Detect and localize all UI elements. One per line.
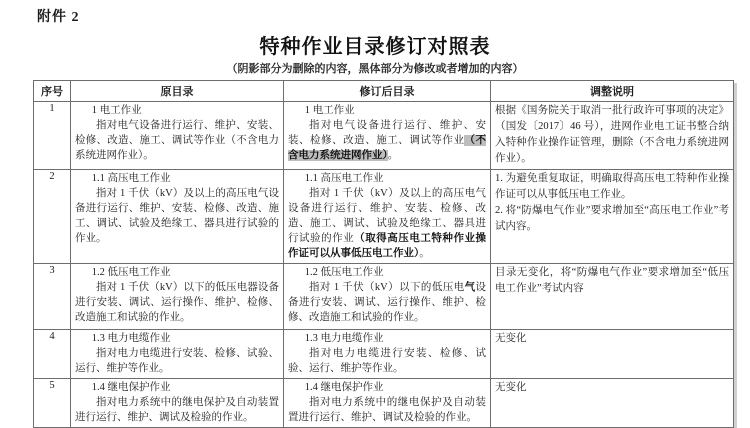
text-segment: 指对 1 千伏（kV）及以上的高压电气设备进行运行、维护、安装、检修、改造、施工、调试、试验及绝缘工、器具进行试验的作业 xyxy=(288,188,486,244)
original-catalog-cell xyxy=(71,330,284,379)
col-header-original: 原目录 xyxy=(71,81,284,102)
text-segment: 指对电气设备进行运行、维护、安装、检修、改造、施工、调试等作业 xyxy=(288,120,486,146)
cell-paragraph xyxy=(288,346,486,376)
deleted-text-segment: （不含电力系统进网作业） xyxy=(288,135,487,161)
attachment-label: 附件 2 xyxy=(37,10,80,25)
row-number-cell: 1 xyxy=(34,102,71,170)
cell-paragraph xyxy=(75,280,279,325)
cell-paragraph xyxy=(288,380,486,395)
text-segment: 根据《国务院关于取消一批行政许可事项的决定》（国发〔2017〕46 号），进网作业电工证书整合纳入特种作业操作证管理，删除（不含电力系统进网作业）。 xyxy=(495,105,729,164)
adjustment-note-cell xyxy=(491,330,734,379)
text-segment: 1 电工作业 xyxy=(91,105,142,116)
col-header-serial: 序号 xyxy=(34,81,71,102)
text-segment: 1.4 继电保护作业 xyxy=(304,382,384,393)
text-segment: 1.3 电力电缆作业 xyxy=(304,333,384,344)
col-header-note: 调整说明 xyxy=(491,81,734,102)
cell-paragraph xyxy=(75,186,279,246)
text-segment: 。 xyxy=(419,248,430,259)
text-segment: 1 电工作业 xyxy=(304,105,355,116)
text-segment: 指对 1 千伏（kV）以下的低压电器设备进行安装、调试、运行操作、维护、检修、改造施工和试验的作业。 xyxy=(75,282,279,323)
text-segment: 指对电力电缆进行安装、检修、试验、运行、维护等作业。 xyxy=(75,348,279,374)
original-catalog-cell xyxy=(71,264,284,330)
revised-catalog-cell xyxy=(284,330,491,379)
comparison-table xyxy=(33,80,734,428)
table-row xyxy=(34,264,734,330)
cell-paragraph xyxy=(288,280,486,325)
cell-paragraph xyxy=(288,118,486,163)
cell-paragraph xyxy=(495,265,729,297)
cell-paragraph xyxy=(75,265,279,280)
cell-paragraph xyxy=(495,380,729,396)
text-segment: 1.2 低压电工作业 xyxy=(304,267,384,278)
col-header-revised: 修订后目录 xyxy=(284,81,491,102)
text-segment: 1.4 继电保护作业 xyxy=(91,382,171,393)
cell-paragraph xyxy=(495,171,729,203)
original-catalog-cell xyxy=(71,379,284,428)
cell-paragraph xyxy=(495,103,729,167)
table-row xyxy=(34,379,734,428)
text-segment: 指对电力电缆进行安装、检修、试验、运行、维护等作业。 xyxy=(288,348,486,374)
text-segment: 指对电力系统中的继电保护及自动装置进行运行、维护、调试及检验的作业。 xyxy=(288,397,486,423)
text-segment: 无变化 xyxy=(495,382,527,393)
text-segment: 1.1 高压电工作业 xyxy=(304,173,384,184)
cell-paragraph xyxy=(75,331,279,346)
text-segment: 指对电力系统中的继电保护及自动装置进行运行、维护、调试及检验的作业。 xyxy=(75,397,279,423)
text-segment: 1.3 电力电缆作业 xyxy=(91,333,171,344)
text-segment: 设备进行安装、调试、运行操作、维护、检修、改造施工和试验的作业。 xyxy=(288,282,486,323)
cell-paragraph xyxy=(75,346,279,376)
revised-catalog-cell xyxy=(284,264,491,330)
added-text-segment: （取得高压电工特种作业操作证可以从事低压电工作业） xyxy=(288,233,487,259)
cell-paragraph xyxy=(495,331,729,347)
text-segment: 2. 将“防爆电气作业”要求增加至“高压电工作业”考试内容。 xyxy=(495,205,729,232)
cell-paragraph xyxy=(288,103,486,118)
text-segment: 1. 为避免重复取证，明确取得高压电工特种作业操作证可以从事低压电工作业。 xyxy=(495,173,729,200)
cell-paragraph xyxy=(75,395,279,425)
adjustment-note-cell xyxy=(491,379,734,428)
adjustment-note-cell xyxy=(491,102,734,170)
cell-paragraph xyxy=(288,171,486,186)
cell-paragraph xyxy=(75,380,279,395)
row-number-cell: 3 xyxy=(34,264,71,330)
table-row xyxy=(34,102,734,170)
table-row xyxy=(34,170,734,264)
page-subtitle: （阴影部分为删除的内容，黑体部分为修改或者增加的内容） xyxy=(226,63,524,75)
text-segment: 目录无变化，将“防爆电气作业”要求增加至“低压电工作业”考试内容 xyxy=(495,267,729,294)
cell-paragraph xyxy=(288,395,486,425)
cell-paragraph xyxy=(288,186,486,261)
adjustment-note-cell xyxy=(491,170,734,264)
table-header-row xyxy=(34,81,734,102)
row-number-cell: 2 xyxy=(34,170,71,264)
cell-paragraph xyxy=(75,118,279,163)
row-number-cell: 4 xyxy=(34,330,71,379)
text-segment: 指对 1 千伏（kV）以下的低压电 xyxy=(309,282,465,293)
original-catalog-cell xyxy=(71,102,284,170)
text-segment: 1.1 高压电工作业 xyxy=(91,173,171,184)
text-segment: 指对 1 千伏（kV）及以上的高压电气设备进行运行、维护、安装、检修、改造、施工、调试、试验及绝缘工、器具进行试验的作业。 xyxy=(75,188,279,244)
cell-paragraph xyxy=(495,203,729,235)
text-segment: 1.2 低压电工作业 xyxy=(91,267,171,278)
text-segment: 指对电气设备进行运行、维护、安装、检修、改造、施工、调试等作业（不含电力系统进网作业）。 xyxy=(75,120,279,161)
row-number-cell: 5 xyxy=(34,379,71,428)
text-segment: 。 xyxy=(387,150,399,161)
table-row xyxy=(34,330,734,379)
page-title: 特种作业目录修订对照表 xyxy=(259,36,491,58)
cell-paragraph xyxy=(75,103,279,118)
original-catalog-cell xyxy=(71,170,284,264)
revised-catalog-cell xyxy=(284,102,491,170)
text-segment: 无变化 xyxy=(495,333,527,344)
cell-paragraph xyxy=(75,171,279,186)
added-text-segment: 气 xyxy=(464,282,476,293)
revised-catalog-cell xyxy=(284,170,491,264)
cell-paragraph xyxy=(288,331,486,346)
adjustment-note-cell xyxy=(491,264,734,330)
revised-catalog-cell xyxy=(284,379,491,428)
cell-paragraph xyxy=(288,265,486,280)
